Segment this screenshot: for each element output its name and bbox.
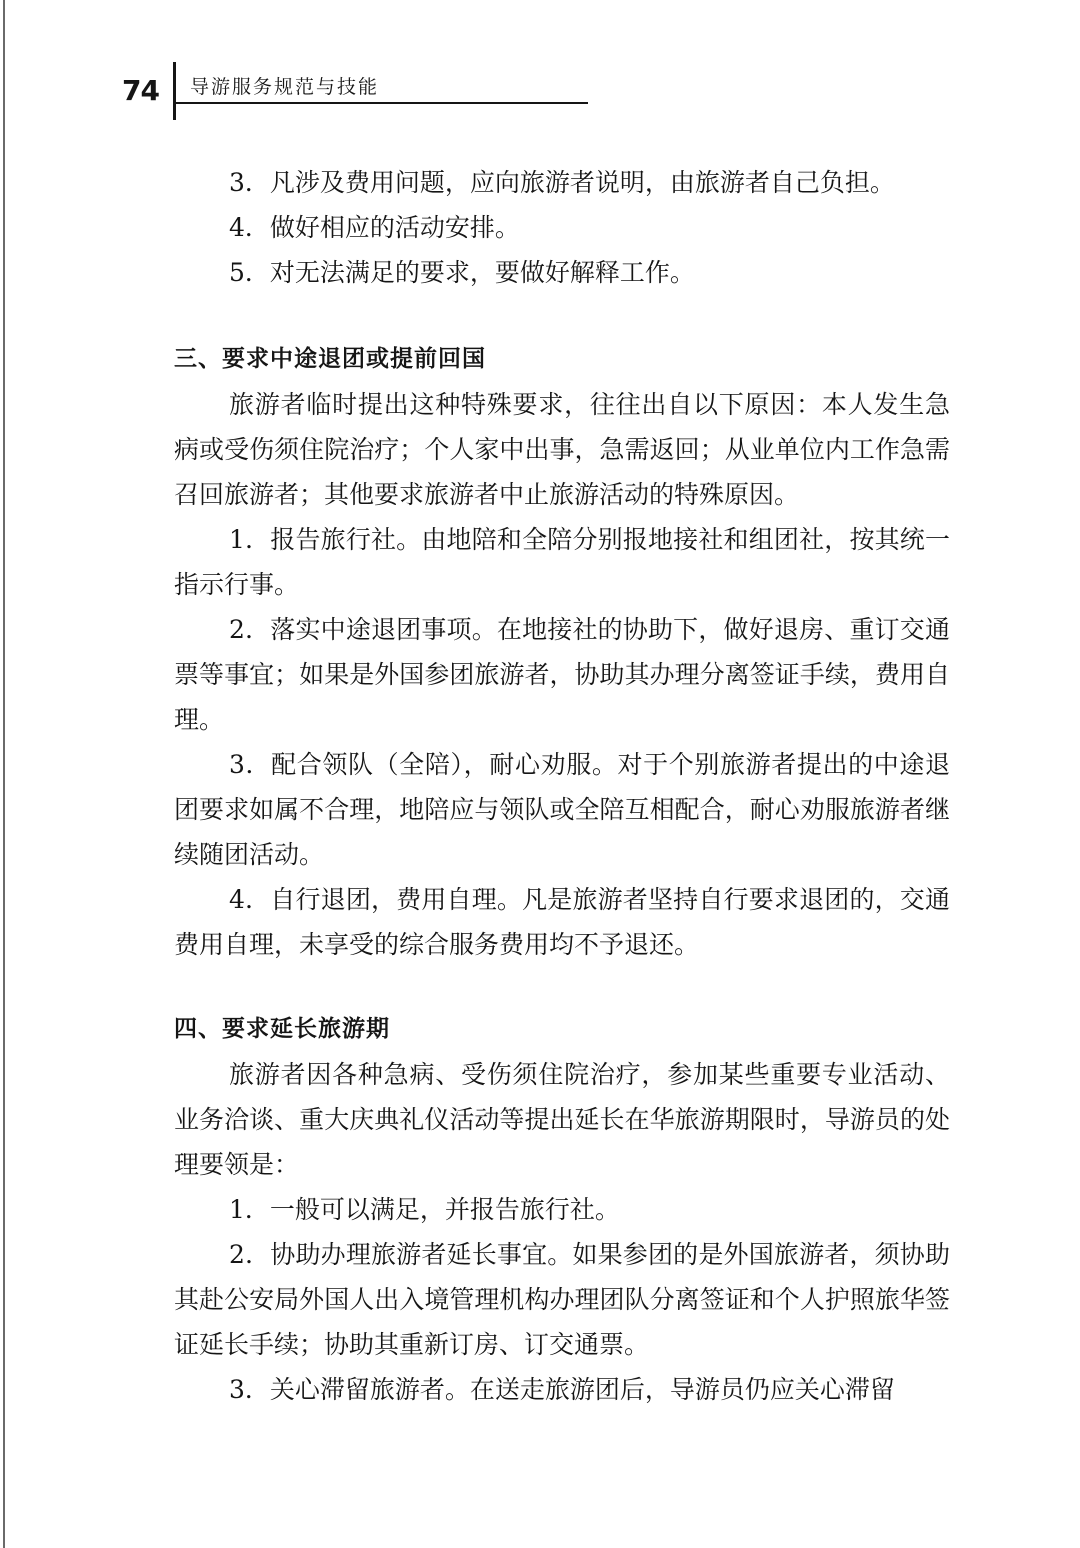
list-item: 3．凡涉及费用问题，应向旅游者说明，由旅游者自己负担。 <box>229 168 895 197</box>
header-divider-bar <box>173 62 176 120</box>
list-item: 4．自行退团，费用自理。凡是旅游者坚持自行要求退团的，交通费用自理，未享受的综合服务费用均不予退还。 <box>174 885 950 959</box>
section-heading: 四、要求延长旅游期 <box>174 1016 390 1042</box>
list-item: 1．报告旅行社。由地陪和全陪分别报地接社和组团社，按其统一指示行事。 <box>174 525 950 599</box>
list-item: 2．落实中途退团事项。在地接社的协助下，做好退房、重订交通票等事宜；如果是外国参团旅游者，协助其办理分离签证手续，费用自理。 <box>174 615 950 734</box>
list-item: 4．做好相应的活动安排。 <box>229 213 520 242</box>
list-item: 3．配合领队（全陪），耐心劝服。对于个别旅游者提出的中途退团要求如属不合理，地陪应与领队或全陪互相配合，耐心劝服旅游者继续随团活动。 <box>174 750 950 869</box>
header-rule <box>176 102 588 104</box>
running-header <box>0 0 1080 130</box>
list-item: 2．协助办理旅游者延长事宜。如果参团的是外国旅游者，须协助其赴公安局外国人出入境管理机构办理团队分离签证和个人护照旅华签证延长手续；协助其重新订房、订交通票。 <box>174 1240 950 1359</box>
page-number: 74 <box>122 74 159 107</box>
paragraph: 旅游者因各种急病、受伤须住院治疗，参加某些重要专业活动、业务洽谈、重大庆典礼仪活动等提出延长在华旅游期限时，导游员的处理要领是： <box>174 1060 950 1179</box>
section-heading: 三、要求中途退团或提前回国 <box>174 346 486 372</box>
running-title: 导游服务规范与技能 <box>190 76 380 98</box>
page-body <box>174 160 950 1412</box>
paragraph: 旅游者临时提出这种特殊要求，往往出自以下原因：本人发生急病或受伤须住院治疗；个人家中出事，急需返回；从业单位内工作急需召回旅游者；其他要求旅游者中止旅游活动的特殊原因。 <box>174 390 950 509</box>
page-edge <box>3 0 5 1548</box>
list-item: 3．关心滞留旅游者。在送走旅游团后，导游员仍应关心滞留 <box>229 1375 895 1404</box>
list-item: 5．对无法满足的要求，要做好解释工作。 <box>229 258 695 287</box>
list-item: 1．一般可以满足，并报告旅行社。 <box>229 1195 620 1224</box>
